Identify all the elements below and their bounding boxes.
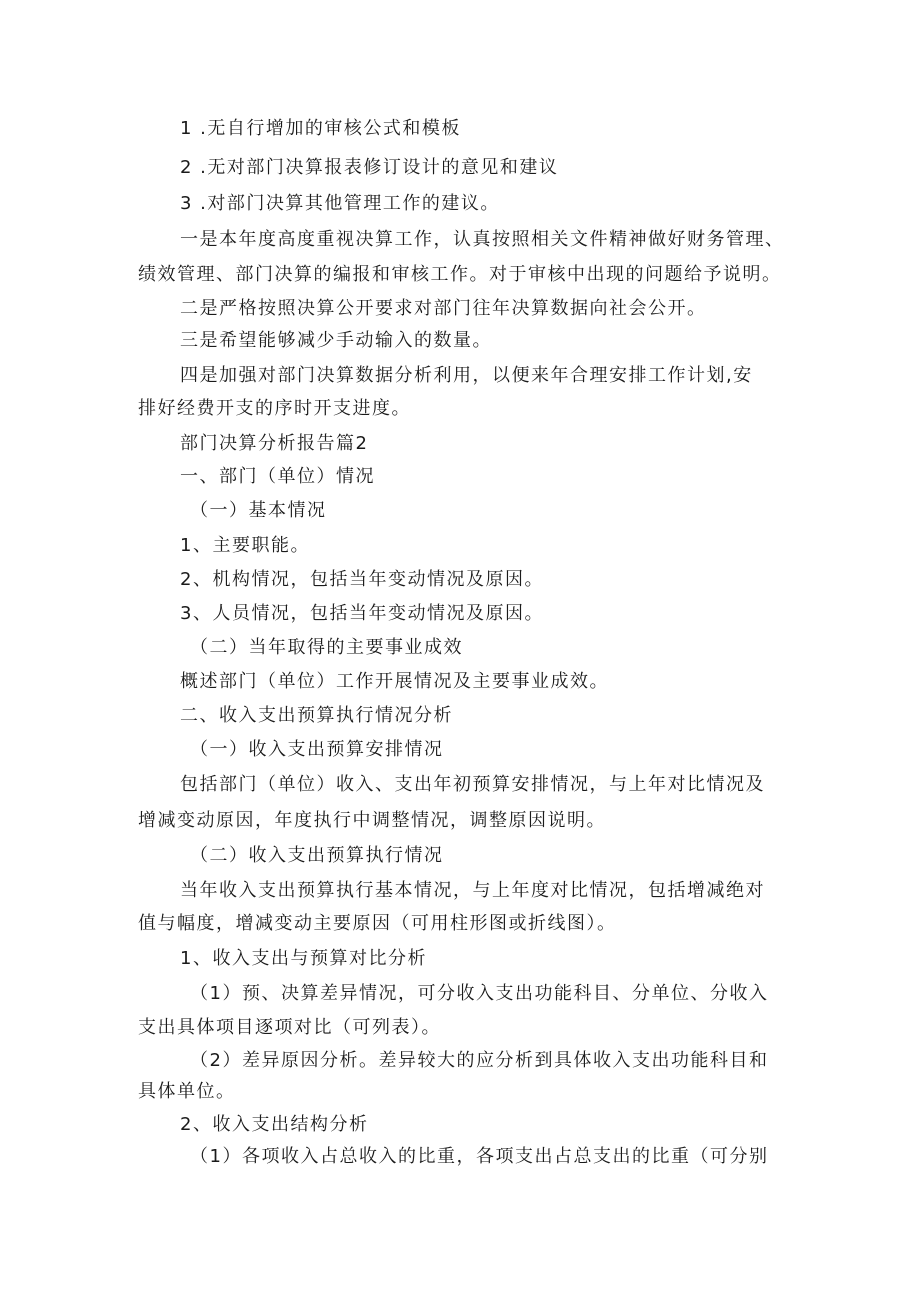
list-item-3: 3 .对部门决算其他管理工作的建议。 xyxy=(180,193,500,214)
list-item: 2、机构情况，包括当年变动情况及原因。 xyxy=(180,569,544,590)
list-item-1: 1 .无自行增加的审核公式和模板 xyxy=(180,118,461,139)
paragraph-line: 一是本年度高度重视决算工作，认真按照相关文件精神做好财务管理、 xyxy=(180,229,785,250)
paragraph-line: 绩效管理、部门决算的编报和审核工作。对于审核中出现的问题给予说明。 xyxy=(138,264,782,285)
paragraph-line: 三是希望能够减少手动输入的数量。 xyxy=(180,330,492,351)
paragraph-line: 值与幅度，增减变动主要原因（可用柱形图或折线图）。 xyxy=(138,913,617,934)
list-item: 1、主要职能。 xyxy=(180,535,310,556)
paragraph-line: 二是严格按照决算公开要求对部门往年决算数据向社会公开。 xyxy=(180,298,707,319)
paragraph-line: 当年收入支出预算执行基本情况，与上年度对比情况，包括增减绝对 xyxy=(180,880,765,901)
heading-level-2: （二）收入支出预算执行情况 xyxy=(190,845,444,866)
paragraph-line: 支出具体项目逐项对比（可列表）。 xyxy=(138,1017,441,1038)
list-item-2: 2 .无对部门决算报表修订设计的意见和建议 xyxy=(180,157,559,178)
paragraph-line: 四是加强对部门决算数据分析利用，以便来年合理安排工作计划,安 xyxy=(180,365,753,386)
heading-level-3: 2、收入支出结构分析 xyxy=(180,1114,369,1135)
paragraph-line: 排好经费开支的序时开支进度。 xyxy=(138,398,411,419)
heading-level-1: 二、收入支出预算执行情况分析 xyxy=(180,705,453,726)
paragraph-line: （1）各项收入占总收入的比重，各项支出占总支出的比重（可分别 xyxy=(190,1146,769,1167)
paragraph-line: 具体单位。 xyxy=(138,1081,236,1102)
heading-level-2: （一）基本情况 xyxy=(190,500,327,521)
paragraph-line: 包括部门（单位）收入、支出年初预算安排情况，与上年对比情况及 xyxy=(180,774,765,795)
list-item: 3、人员情况，包括当年变动情况及原因。 xyxy=(180,603,544,624)
paragraph-line: （1）预、决算差异情况，可分收入支出功能科目、分单位、分收入 xyxy=(190,983,769,1004)
paragraph-line: （2）差异原因分析。差异较大的应分析到具体收入支出功能科目和 xyxy=(190,1050,769,1071)
heading-level-2: （一）收入支出预算安排情况 xyxy=(190,739,444,760)
heading-level-1: 一、部门（单位）情况 xyxy=(180,466,375,487)
section-title: 部门决算分析报告篇2 xyxy=(180,433,369,454)
paragraph-line: 概述部门（单位）工作开展情况及主要事业成效。 xyxy=(180,671,609,692)
paragraph-line: 增减变动原因，年度执行中调整情况，调整原因说明。 xyxy=(138,810,606,831)
heading-level-2: （二）当年取得的主要事业成效 xyxy=(190,637,463,658)
heading-level-3: 1、收入支出与预算对比分析 xyxy=(180,948,427,969)
